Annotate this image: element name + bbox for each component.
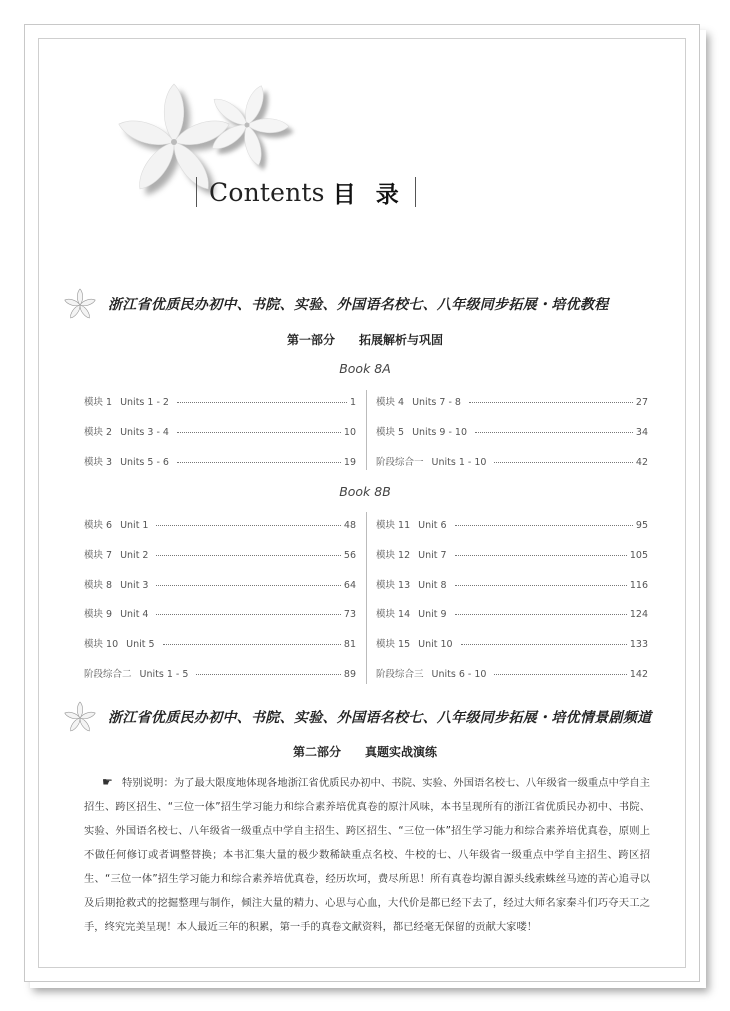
pointing-hand-icon: ☛: [102, 775, 113, 789]
contents-title-cn: 目 录: [332, 181, 405, 208]
toc-page-number: 133: [629, 639, 648, 651]
toc-page-number: 89: [343, 669, 356, 680]
part1-title: [0, 331, 730, 348]
part1-series-title: 浙江省优质民办初中、书院、实验、外国语名校七、八年级同步拓展・培优教程: [108, 297, 609, 313]
toc-entry: [376, 394, 648, 408]
toc-leader-dots: [494, 462, 632, 463]
toc-units: Units 1 - 2: [120, 397, 169, 408]
toc-page-number: 27: [635, 397, 648, 408]
toc-module: 阶段综合一: [376, 457, 424, 468]
toc-page-number: 34: [635, 427, 648, 438]
book8b-title: Book 8B: [339, 484, 391, 499]
toc-entry: [376, 666, 648, 680]
toc-entry: [84, 606, 356, 620]
toc-module: 阶段综合二: [84, 669, 132, 680]
part2-series-heading: [60, 700, 660, 734]
toc-entry: [84, 454, 356, 468]
toc-module: 模块 4: [376, 397, 405, 408]
part2-label: 第二部分: [292, 745, 341, 759]
toc-leader-dots: [177, 402, 347, 403]
toc-page-number: 10: [343, 427, 356, 438]
toc-units: Unit 2: [120, 549, 149, 561]
toc-units: Unit 10: [418, 639, 453, 651]
toc-leader-dots: [177, 432, 341, 433]
column-divider: [366, 512, 367, 684]
toc-leader-dots: [156, 614, 340, 615]
toc-entry: [84, 636, 356, 650]
toc-module: 模块 6: [84, 520, 113, 531]
toc-units: Units 1 - 10: [431, 457, 487, 468]
toc-module: 模块 15: [376, 639, 411, 651]
toc-module: 模块 2: [84, 427, 113, 438]
toc-leader-dots: [156, 555, 340, 556]
toc-page-number: 73: [343, 609, 356, 621]
toc-leader-dots: [156, 525, 340, 526]
part1-label: 第一部分: [286, 333, 335, 347]
toc-units: Unit 7: [418, 549, 447, 561]
contents-title-en: Contents: [209, 177, 325, 207]
toc-entry: [376, 577, 648, 591]
toc-page-number: 116: [629, 579, 648, 591]
toc-module: 模块 8: [84, 579, 113, 591]
toc-units: Unit 9: [418, 609, 447, 621]
toc-units: Units 6 - 10: [431, 669, 487, 680]
part2-series-title: 浙江省优质民办初中、书院、实验、外国语名校七、八年级同步拓展・培优情景剧频道: [108, 710, 652, 726]
toc-page-number: 142: [629, 669, 648, 680]
toc-leader-dots: [469, 402, 633, 403]
toc-module: 模块 3: [84, 457, 113, 468]
divider-line: [196, 177, 197, 207]
toc-leader-dots: [494, 674, 626, 675]
toc-module: 阶段综合三: [376, 669, 424, 680]
toc-entry: [376, 424, 648, 438]
toc-entry: [376, 606, 648, 620]
part1-series-heading: [60, 287, 660, 321]
toc-leader-dots: [461, 644, 627, 645]
toc-page-number: 95: [635, 520, 648, 531]
toc-units: Units 3 - 4: [120, 427, 169, 438]
toc-page-number: 81: [343, 639, 356, 651]
toc-page-number: 48: [343, 520, 356, 531]
toc-leader-dots: [455, 585, 627, 586]
toc-entry: [84, 547, 356, 561]
part2-title: [0, 743, 730, 760]
star-flower-icon: [60, 700, 100, 734]
toc-units: Unit 5: [126, 639, 155, 651]
toc-entry: [84, 577, 356, 591]
toc-leader-dots: [455, 555, 627, 556]
toc-entry: [84, 666, 356, 680]
toc-units: Units 7 - 8: [412, 397, 461, 408]
toc-entry: [376, 517, 648, 531]
toc-page-number: 42: [635, 457, 648, 468]
toc-module: 模块 10: [84, 639, 119, 651]
part1-name: 拓展解析与巩固: [359, 333, 444, 347]
toc-page-number: 105: [629, 549, 648, 561]
toc-leader-dots: [163, 644, 341, 645]
special-note: [84, 770, 650, 939]
toc-leader-dots: [177, 462, 341, 463]
toc-module: 模块 9: [84, 609, 113, 621]
book8a-title: Book 8A: [339, 361, 391, 376]
toc-entry: [84, 517, 356, 531]
toc-entry: [376, 547, 648, 561]
toc-units: Units 9 - 10: [412, 427, 467, 438]
toc-entry: [376, 454, 648, 468]
toc-entry: [84, 424, 356, 438]
toc-units: Units 1 - 5: [139, 669, 189, 680]
toc-module: 模块 1: [84, 397, 113, 408]
toc-page-number: 19: [343, 457, 356, 468]
toc-leader-dots: [196, 674, 341, 675]
toc-units: Unit 8: [418, 579, 447, 591]
toc-leader-dots: [455, 525, 633, 526]
toc-module: 模块 5: [376, 427, 405, 438]
toc-leader-dots: [475, 432, 633, 433]
toc-page-number: 56: [343, 549, 356, 561]
toc-entry: [376, 636, 648, 650]
toc-units: Unit 6: [418, 520, 447, 531]
star-flower-icon: [60, 287, 100, 321]
toc-units: Unit 3: [120, 579, 149, 591]
toc-units: Unit 4: [120, 609, 149, 621]
column-divider: [366, 390, 367, 470]
toc-page-number: 1: [349, 397, 356, 408]
toc-units: Units 5 - 6: [120, 457, 169, 468]
toc-module: 模块 14: [376, 609, 411, 621]
toc-entry: [84, 394, 356, 408]
toc-module: 模块 11: [376, 520, 411, 531]
toc-page-number: 124: [629, 609, 648, 621]
part2-name: 真题实战演练: [365, 745, 438, 759]
divider-line: [415, 177, 416, 207]
toc-module: 模块 7: [84, 549, 113, 561]
toc-page-number: 64: [343, 579, 356, 591]
toc-module: 模块 12: [376, 549, 411, 561]
toc-module: 模块 13: [376, 579, 411, 591]
contents-heading: [196, 174, 416, 210]
toc-leader-dots: [156, 585, 340, 586]
toc-units: Unit 1: [120, 520, 149, 531]
toc-leader-dots: [455, 614, 627, 615]
special-note-text: 特别说明：为了最大限度地体现各地浙江省优质民办初中、书院、实验、外国语名校七、八年级省一级重点中学自主招生、跨区招生、“三位一体”招生学习能力和综合素养培优真卷的原汁风味，本书呈现所有的浙江省优质民办初中、书院、实验、外国语名校七、八年级省一级重点中学自主招生、跨区招生、“三位一体”招生学习能力和综合素养培优真卷，原则上不做任何修订或者调整替换；本书汇集大量的极少数稀缺重点名校、牛校的七、八年级省一级重点中学自主招生、跨区招生、“三位一体”招生学习能力和综合素养培优真卷，经历坎坷，费尽所思！所有真卷均源自源头线索蛛丝马迹的苦心追寻以及后期抢救式的挖掘整理与制作，倾注大量的精力、心思与心血，大代价是都已经下去了，经过大师名家秦斗们巧夺天工之手，终究完美呈现！本人最近三年的积累，第一手的真卷文献资料，都已经毫无保留的贡献大家喽！: [84, 777, 650, 933]
